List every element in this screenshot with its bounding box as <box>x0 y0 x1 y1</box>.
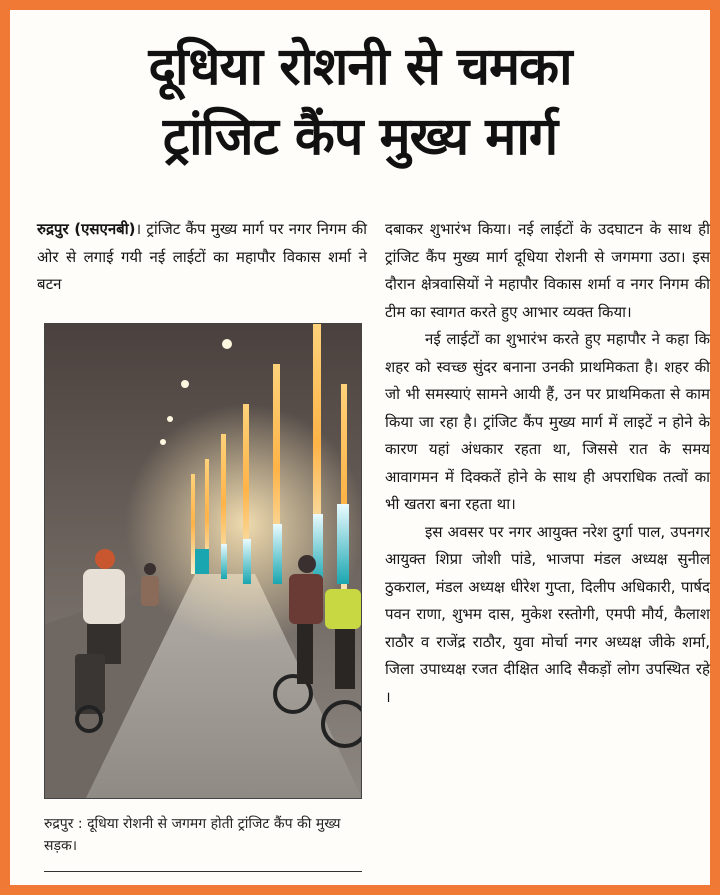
headline-line-2: ट्रांजिट कैंप मुख्य मार्ग <box>162 107 558 167</box>
dateline: रुद्रपुर (एसएनबी) <box>37 220 136 238</box>
left-column <box>37 216 367 872</box>
caption-divider <box>44 871 362 872</box>
lead-text: । ट्रांजिट कैंप मुख्य मार्ग पर नगर निगम की ओर से लगाई गयी नई लाईटों का महापौर विकास शर्मा ने बटन <box>37 220 367 293</box>
right-column <box>385 216 710 711</box>
paragraph-1-continued: दबाकर शुभारंभ किया। नई लाईटों के उदघाटन के साथ ही ट्रांजिट कैंप मुख्य मार्ग दूधिया रोशनी से जगमगा उठा। इस दौरान क्षेत्रवासियों ने महापौर विकास शर्मा व नगर निगम की टीम का स्वागत करते हुए आभार व्यक्त किया। <box>385 220 710 321</box>
paragraph-3: इस अवसर पर नगर आयुक्त नरेश दुर्गा पाल, उपनगर आयुक्त शिप्रा जोशी पांडे, भाजपा मंडल अध्यक्ष सुनील ठुकराल, मंडल अध्यक्ष धीरेश गुप्ता, दिलीप अधिकारी, पार्षद पवन राणा, शुभम दास, मुकेश रस्तोगी, एमपी मौर्य, कैलाश राठौर व राजेंद्र राठौर, युवा मोर्चा नगर अध्यक्ष जीके शर्मा, जिला उपाध्यक्ष रजत दीक्षित आदि सैकड़ों लोग उपस्थित रहे । <box>385 522 710 706</box>
headline <box>20 32 700 172</box>
headline-line-1: दूधिया रोशनी से चमका <box>148 37 572 97</box>
lead-paragraph <box>37 216 367 299</box>
street-light-photo <box>44 323 362 799</box>
paragraph-2: नई लाईटों का शुभारंभ करते हुए महापौर ने कहा कि शहर को स्वच्छ सुंदर बनाना उनकी प्राथमिकता है। शहर की जो भी समस्याएं सामने आयी हैं, उन पर प्राथमिकता से काम किया जा रहा है। ट्रांजिट कैंप मुख्य मार्ग में लाइटें न होने के कारण यहां अंधकार रहता था, जिससे रात के समय आवागमन में दिक्कतें होने के साथ ही अपराधिक तत्वों का भी खतरा बना रहता था। <box>385 330 710 513</box>
photo-caption: रुद्रपुर : दूधिया रोशनी से जगमग होती ट्रांजिट कैंप की मुख्य सड़क। <box>44 815 341 854</box>
photo-illustration <box>45 324 362 799</box>
